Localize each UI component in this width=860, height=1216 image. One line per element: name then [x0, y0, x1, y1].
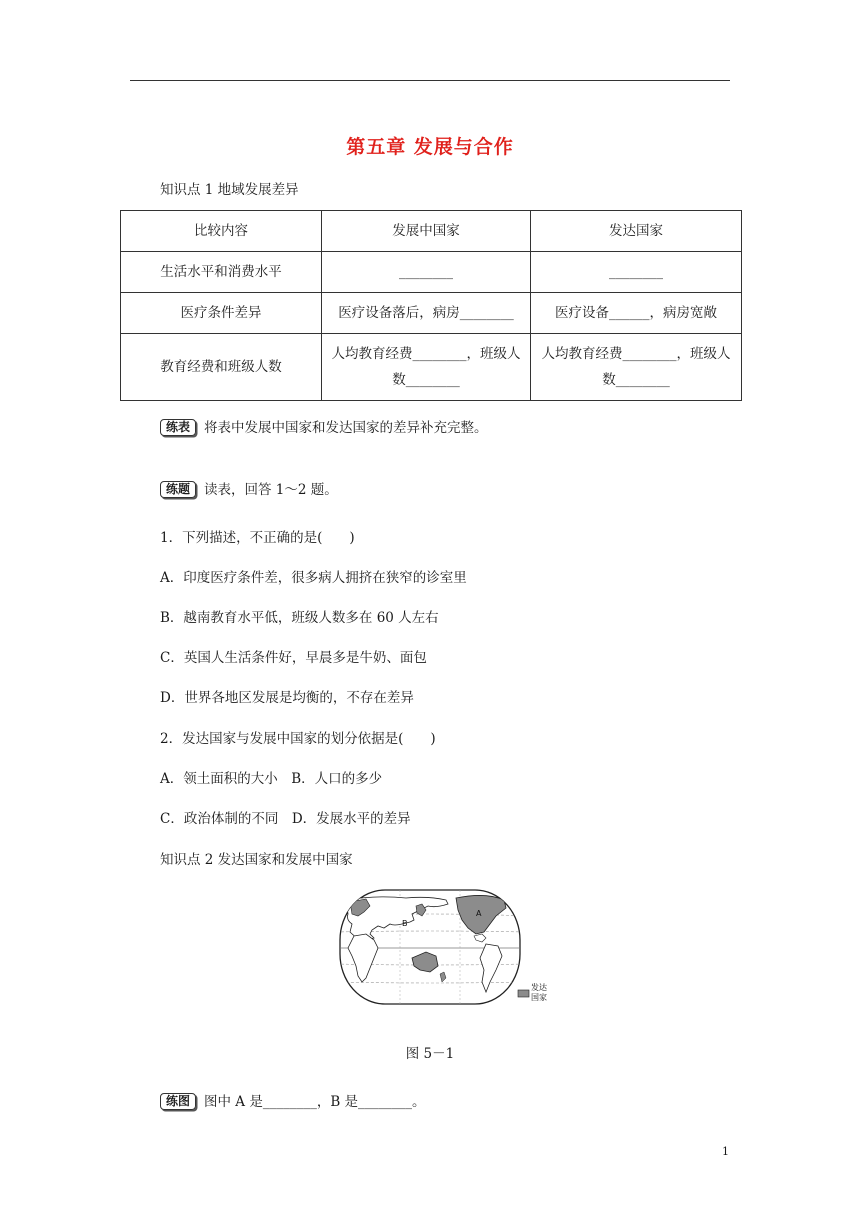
header-cell: 发达国家	[531, 211, 742, 252]
knowledge-point-2: 知识点 2 发达国家和发展中国家	[160, 852, 353, 868]
question-2-options-ab: A．领土面积的大小 B．人口的多少	[160, 771, 383, 787]
table-cell: ________	[322, 252, 531, 293]
table-cell: 人均教育经费________，班级人数________	[531, 334, 742, 401]
page-number: 1	[722, 1145, 729, 1158]
table-header-row	[121, 211, 742, 252]
lianbiao-text: 将表中发展中国家和发达国家的差异补充完整。	[204, 420, 488, 436]
table-cell: ________	[531, 252, 742, 293]
question-2-options-cd: C．政治体制的不同 D．发展水平的差异	[160, 811, 411, 827]
lianti-text: 读表，回答 1～2 题。	[204, 482, 338, 498]
table-row	[121, 252, 742, 293]
knowledge-point-1: 知识点 1 地域发展差异	[160, 182, 299, 198]
legend-swatch	[518, 990, 529, 997]
table-cell: 医疗条件差异	[121, 293, 322, 334]
table-cell: 医疗设备落后，病房________	[322, 293, 531, 334]
lianti-tag: 练题	[160, 481, 196, 498]
lianbiao-line	[160, 416, 488, 436]
question-1-option-c: C．英国人生活条件好，早晨多是牛奶、面包	[160, 650, 427, 666]
question-2-stem: 2．发达国家与发展中国家的划分依据是( )	[160, 731, 436, 747]
chapter-title: 第五章 发展与合作	[346, 136, 514, 158]
table-row	[121, 293, 742, 334]
map-label-a: A	[476, 909, 482, 918]
question-1-stem: 1．下列描述，不正确的是( )	[160, 530, 355, 546]
legend-label-line2: 国家	[531, 993, 547, 1002]
table-cell: 生活水平和消费水平	[121, 252, 322, 293]
liantu-text: 图中 A 是________，B 是________。	[204, 1094, 426, 1110]
world-map	[336, 886, 566, 1008]
lianbiao-tag: 练表	[160, 419, 196, 436]
header-cell: 比较内容	[121, 211, 322, 252]
header-rule	[130, 80, 730, 81]
liantu-line	[160, 1090, 426, 1110]
table-cell: 人均教育经费________，班级人数________	[322, 334, 531, 401]
question-1-option-d: D．世界各地区发展是均衡的，不存在差异	[160, 690, 414, 706]
liantu-tag: 练图	[160, 1093, 196, 1110]
comparison-table	[120, 210, 742, 401]
header-cell: 发展中国家	[322, 211, 531, 252]
legend-label-line1: 发达	[531, 983, 547, 992]
table-cell: 医疗设备______，病房宽敞	[531, 293, 742, 334]
map-label-b: B	[402, 919, 408, 928]
question-1-option-b: B．越南教育水平低，班级人数多在 60 人左右	[160, 610, 439, 626]
lianti-line	[160, 478, 338, 498]
question-1-option-a: A．印度医疗条件差，很多病人拥挤在狭窄的诊室里	[160, 570, 467, 586]
table-cell: 教育经费和班级人数	[121, 334, 322, 401]
table-row	[121, 334, 742, 401]
figure-caption: 图 5－1	[405, 1046, 455, 1062]
